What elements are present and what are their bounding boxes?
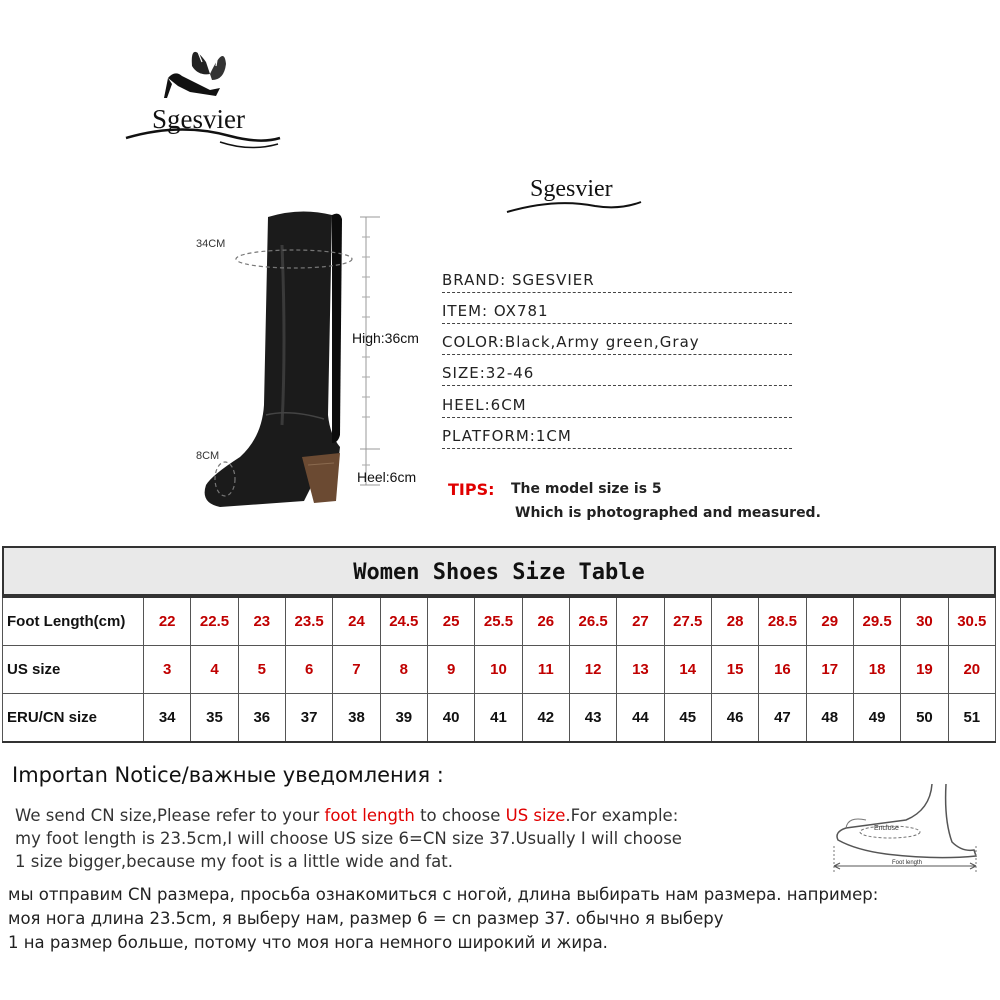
size-cell: 29: [806, 597, 853, 646]
size-cell: 45: [664, 694, 711, 743]
size-cell: 47: [759, 694, 806, 743]
shaft-circumference-label: 34CM: [196, 238, 226, 250]
size-cell: 11: [522, 646, 569, 694]
foot-measure-diagram-icon: [826, 780, 991, 880]
us-size-highlight: US size: [505, 806, 566, 825]
size-cell: 27.5: [664, 597, 711, 646]
size-cell: 9: [427, 646, 474, 694]
size-table: [2, 596, 996, 743]
brand-logo-small-text: Sgesvier: [530, 176, 613, 202]
size-cell: 40: [427, 694, 474, 743]
ankle-circumference-label: 8CM: [196, 450, 220, 462]
size-cell: 5: [238, 646, 285, 694]
size-table-row: [3, 694, 996, 743]
spec-item: ITEM: OX781: [442, 301, 792, 324]
size-cell: 25.5: [475, 597, 522, 646]
size-row-label: US size: [3, 646, 144, 694]
size-cell: 19: [901, 646, 948, 694]
notice-ru-line-2: моя нога длина 23.5cm, я выберу нам, размер 6 = cn размер 37. обычно я выберу: [8, 909, 724, 928]
size-cell: 28: [711, 597, 758, 646]
size-table-row: [3, 646, 996, 694]
size-cell: 14: [664, 646, 711, 694]
tips-line-2: Which is photographed and measured.: [515, 505, 821, 521]
notice-ru-line-3: 1 на размер больше, потому что моя нога немного широкий и жира.: [8, 933, 608, 952]
brand-logo-heel-icon: [120, 40, 290, 160]
notice-ru-line-1: мы отправим CN размера, просьба ознакомиться с ногой, длина выбирать нам размера. например:: [8, 885, 879, 904]
spec-heel: HEEL:6CM: [442, 395, 792, 418]
size-cell: 7: [333, 646, 380, 694]
size-cell: 39: [380, 694, 427, 743]
boot-height-label: High:36cm: [352, 330, 419, 346]
size-cell: 22: [144, 597, 191, 646]
size-table-title: Women Shoes Size Table: [2, 546, 996, 596]
size-cell: 10: [475, 646, 522, 694]
size-cell: 3: [144, 646, 191, 694]
size-cell: 18: [853, 646, 900, 694]
size-cell: 24: [333, 597, 380, 646]
size-cell: 44: [617, 694, 664, 743]
size-cell: 20: [948, 646, 995, 694]
size-cell: 42: [522, 694, 569, 743]
size-cell: 12: [569, 646, 616, 694]
size-cell: 49: [853, 694, 900, 743]
brand-logo-text: Sgesvier: [152, 104, 245, 134]
notice-en-line-1: We send CN size,Please refer to your foot length to choose US size.For example:: [15, 806, 679, 825]
spec-size: SIZE:32-46: [442, 363, 792, 386]
enclose-label: Enclose: [874, 825, 899, 832]
foot-length-highlight: foot length: [324, 806, 415, 825]
size-cell: 8: [380, 646, 427, 694]
size-cell: 41: [475, 694, 522, 743]
size-cell: 51: [948, 694, 995, 743]
size-row-label: Foot Length(cm): [3, 597, 144, 646]
size-cell: 15: [711, 646, 758, 694]
size-cell: 34: [144, 694, 191, 743]
size-cell: 27: [617, 597, 664, 646]
size-cell: 46: [711, 694, 758, 743]
size-cell: 26.5: [569, 597, 616, 646]
size-cell: 35: [191, 694, 238, 743]
size-cell: 29.5: [853, 597, 900, 646]
size-cell: 38: [333, 694, 380, 743]
size-cell: 25: [427, 597, 474, 646]
tips-label: TIPS:: [448, 480, 495, 499]
size-row-label: ERU/CN size: [3, 694, 144, 743]
spec-platform: PLATFORM:1CM: [442, 426, 792, 449]
size-cell: 43: [569, 694, 616, 743]
spec-color: COLOR:Black,Army green,Gray: [442, 332, 792, 355]
size-cell: 28.5: [759, 597, 806, 646]
notice-en-line-2: my foot length is 23.5cm,I will choose US size 6=CN size 37.Usually I will choose: [15, 829, 682, 848]
size-cell: 50: [901, 694, 948, 743]
size-cell: 48: [806, 694, 853, 743]
size-cell: 30.5: [948, 597, 995, 646]
notice-en-line-3: 1 size bigger,because my foot is a little wide and fat.: [15, 852, 453, 871]
size-cell: 4: [191, 646, 238, 694]
size-table-row: [3, 597, 996, 646]
size-cell: 17: [806, 646, 853, 694]
size-cell: 30: [901, 597, 948, 646]
size-cell: 22.5: [191, 597, 238, 646]
size-cell: 36: [238, 694, 285, 743]
size-cell: 24.5: [380, 597, 427, 646]
foot-length-label: Foot length: [892, 860, 923, 866]
size-cell: 23.5: [285, 597, 332, 646]
size-cell: 13: [617, 646, 664, 694]
heel-height-label: Heel:6cm: [357, 469, 417, 485]
size-cell: 23: [238, 597, 285, 646]
size-cell: 26: [522, 597, 569, 646]
spec-brand: BRAND: SGESVIER: [442, 270, 792, 293]
notice-title: Importan Notice/важные уведомления :: [12, 763, 444, 787]
size-cell: 37: [285, 694, 332, 743]
size-cell: 16: [759, 646, 806, 694]
size-cell: 6: [285, 646, 332, 694]
tips-line-1: The model size is 5: [511, 481, 662, 497]
